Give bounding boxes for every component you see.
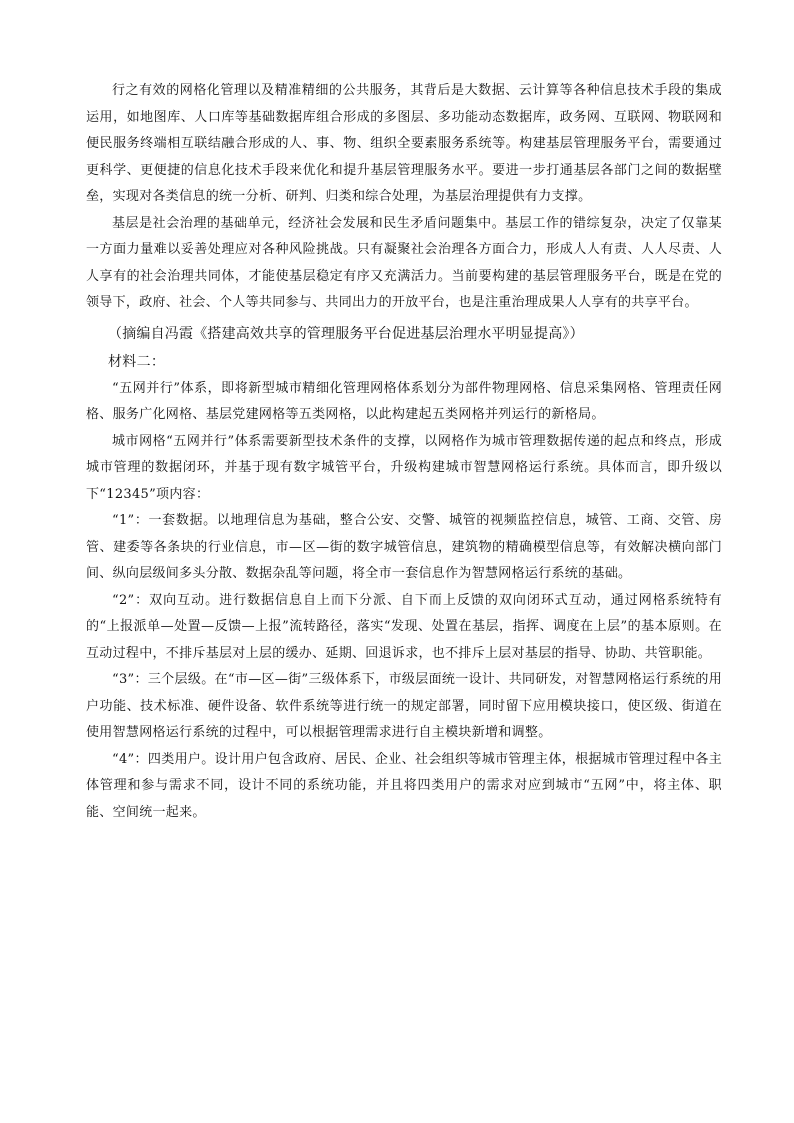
paragraph-item-four: “4”：四类用户。设计用户包含政府、居民、企业、社会组织等城市管理主体，根据城市管理过程中各主体管理和参与需求不同，设计不同的系统功能，并且将四类用户的需求对应到城市“五网”中，将主体、职能、空间统一起来。 [86, 751, 722, 820]
paragraph-five-networks: “五网并行”体系，即将新型城市精细化管理网格体系划分为部件物理网格、信息采集网格、管理责任网格、服务广化网格、基层党建网格等五类网格，以此构建起五类网格并列运行的新格局。 [86, 380, 722, 422]
paragraph-item-two: “2”：双向互动。进行数据信息自上而下分派、自下而上反馈的双向闭环式互动，通过网格系统特有的“上报派单—处置—反馈—上报”流转路径，落实“发现、处置在基层，指挥、调度在上层”的基本原则。在互动过程中，不排斥基层对上层的缓办、延期、回退诉求，也不排斥上层对基层的指导、协助、共管职能。 [86, 592, 722, 661]
source-citation: （摘编自冯霞《搭建高效共享的管理服务平台促进基层治理水平明显提高》） [108, 325, 584, 342]
paragraph-grid-management: 行之有效的网格化管理以及精准精细的公共服务，其背后是大数据、云计算等各种信息技术手段的集成运用，如地图库、人口库等基础数据库组合形成的多图层、多功能动态数据库，政务网、互联网、物联网和便民服务终端相互联结融合形成的人、事、物、组织全要素服务系统等。构建基层管理服务平台，需要通过更科学、更便捷的信息化技术手段来优化和提升基层管理服务水平。要进一步打通基层各部门之间的数据壁垒，实现对各类信息的统一分析、研判、归类和综合处理，为基层治理提供有力支撑。 [86, 83, 722, 204]
paragraph-item-three: “3”：三个层级。在“市—区—街”三级体系下，市级层面统一设计、共同研发，对智慧网格运行系统的用户功能、技术标准、硬件设备、软件系统等进行统一的规定部署，同时留下应用模块接口，使区级、街道在使用智慧网格运行系统的过程中，可以根据管理需求进行自主模块新增和调整。 [86, 672, 722, 740]
paragraph-technical-support: 城市网格“五网并行”体系需要新型技术条件的支撑，以网格作为城市管理数据传递的起点和终点，形成城市管理的数据闭环，并基于现有数字城管平台，升级构建城市智慧网格运行系统。具体而言，即升级以下“12345”项内容： [86, 433, 722, 502]
document-page [86, 78, 722, 826]
material-two-label: 材料二： [108, 353, 166, 370]
paragraph-grassroots-unit: 基层是社会治理的基础单元，经济社会发展和民生矛盾问题集中。基层工作的错综复杂，决定了仅靠某一方面力量难以妥善处理应对各种风险挑战。只有凝聚社会治理各方面合力，形成人人有责、人人尽责、人人享有的社会治理共同体，才能使基层稳定有序又充满活力。当前要构建的基层管理服务平台，既是在党的领导下，政府、社会、个人等共同参与、共同出力的开放平台，也是注重治理成果人人享有的共享平台。 [86, 215, 722, 310]
paragraph-item-one: “1”：一套数据。以地理信息为基础，整合公安、交警、城管的视频监控信息，城管、工商、交管、房管、建委等各条块的行业信息，市—区—街的数字城管信息，建筑物的精确模型信息等，有效解决横向部门间、纵向层级间多头分散、数据杂乱等问题，将全市一套信息作为智慧网格运行系统的基础。 [86, 513, 722, 581]
